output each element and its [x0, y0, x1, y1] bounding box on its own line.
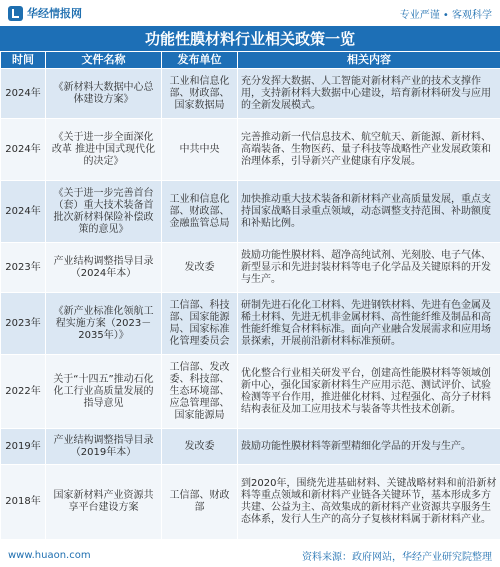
cell-doc: 《新材料大数据中心总体建设方案》	[46, 69, 162, 119]
cell-year: 2023年	[1, 293, 46, 355]
table-row	[1, 69, 500, 119]
cell-org: 工信部、财政部	[162, 465, 238, 540]
table-row	[1, 293, 500, 355]
cell-content: 研制先进石化化工材料、先进钢铁材料、先进有色金属及稀土材料、先进无机非金属材料、高性能纤维及制品和高性能纤维复合材料标准。面向产业融合发展需求和应用场景探索，开展前沿新材料标准预研。	[238, 293, 500, 355]
table-row	[1, 181, 500, 243]
policy-table	[0, 51, 500, 540]
table-row	[1, 429, 500, 465]
cell-doc: 关于“十四五”推动石化化工行业高质量发展的指导意见	[46, 355, 162, 429]
cell-content: 优化整合行业相关研发平台，创建高性能膜材料等领域创新中心，强化国家新材料生产应用示范、测试评价、试验检测等平台作用，推进催化材料、过程强化、高分子材料结构表征及加工应用技术与装备等共性技术创新。	[238, 355, 500, 429]
cell-org: 工信部、发改委、科技部、生态环境部、应急管理部、国家能源局	[162, 355, 238, 429]
cell-content: 加快推动重大技术装备和新材料产业高质量发展，重点支持国家战略目录重点领域，动态调整支持范围、补助额度和补贴比例。	[238, 181, 500, 243]
top-bar	[0, 0, 500, 26]
cell-doc: 《新产业标准化领航工程实施方案（2023－2035年）》	[46, 293, 162, 355]
cell-doc: 产业结构调整指导目录（2024年本）	[46, 243, 162, 293]
column-header-doc: 文件名称	[46, 52, 162, 69]
page-title: 功能性膜材料行业相关政策一览	[0, 26, 500, 51]
cell-doc: 国家新材料产业资源共享平台建设方案	[46, 465, 162, 540]
footer	[0, 544, 500, 567]
cell-year: 2023年	[1, 243, 46, 293]
cell-content: 充分发挥大数据、人工智能对新材料产业的技术支撑作用，支持新材料大数据中心建设，培育新材料研发与应用的全新发展模式。	[238, 69, 500, 119]
cell-content: 完善推动新一代信息技术、航空航天、新能源、新材料、高端装备、生物医药、量子科技等战略性产业发展政策和治理体系，引导新兴产业健康有序发展。	[238, 119, 500, 181]
cell-content: 到2020年，围绕先进基础材料、关键战略材料和前沿新材料等重点领域和新材料产业链各关键环节，基本形成多方共建、公益为主、高效集成的新材料产业资源共享服务生态体系，发行人生产的高分子复核材料属于新材料产业。	[238, 465, 500, 540]
table-row	[1, 119, 500, 181]
footer-website-link[interactable]: www.huaon.com	[8, 550, 91, 561]
cell-year: 2022年	[1, 355, 46, 429]
cell-year: 2019年	[1, 429, 46, 465]
cell-org: 工业和信息化部、财政部、国家数据局	[162, 69, 238, 119]
cell-org: 工业和信息化部、财政部、金融监管总局	[162, 181, 238, 243]
cell-doc: 《关于进一步全面深化改革 推进中国式现代化的决定》	[46, 119, 162, 181]
column-header-content: 相关内容	[238, 52, 500, 69]
cell-org: 发改委	[162, 429, 238, 465]
column-header-year: 时间	[1, 52, 46, 69]
footer-source: 资料来源：政府网站，华经产业研究院整理	[302, 552, 492, 563]
table-header-row	[1, 52, 500, 69]
cell-org: 中共中央	[162, 119, 238, 181]
cell-year: 2024年	[1, 119, 46, 181]
cell-org: 工信部、科技部、国家能源局、国家标准化管理委员会	[162, 293, 238, 355]
cell-year: 2024年	[1, 181, 46, 243]
huajing-logo-icon	[8, 6, 23, 21]
column-header-org: 发布单位	[162, 52, 238, 69]
table-row	[1, 465, 500, 540]
cell-doc: 《关于进一步完善首台（套）重大技术装备首批次新材料保险补偿政策的意见》	[46, 181, 162, 243]
cell-doc: 产业结构调整指导目录（2019年本）	[46, 429, 162, 465]
table-row	[1, 243, 500, 293]
cell-year: 2024年	[1, 69, 46, 119]
cell-content: 鼓励功能性膜材料等新型精细化学品的开发与生产。	[238, 429, 500, 465]
slogan: 专业严谨 • 客观科学	[399, 9, 492, 21]
brand[interactable]	[8, 5, 82, 21]
cell-year: 2018年	[1, 465, 46, 540]
cell-content: 鼓励功能性膜材料、超净高纯试剂、光刻胶、电子气体、新型显示和先进封装材料等电子化学品及关键原料的开发与生产。	[238, 243, 500, 293]
brand-name: 华经情报网	[27, 7, 82, 20]
table-row	[1, 355, 500, 429]
cell-org: 发改委	[162, 243, 238, 293]
